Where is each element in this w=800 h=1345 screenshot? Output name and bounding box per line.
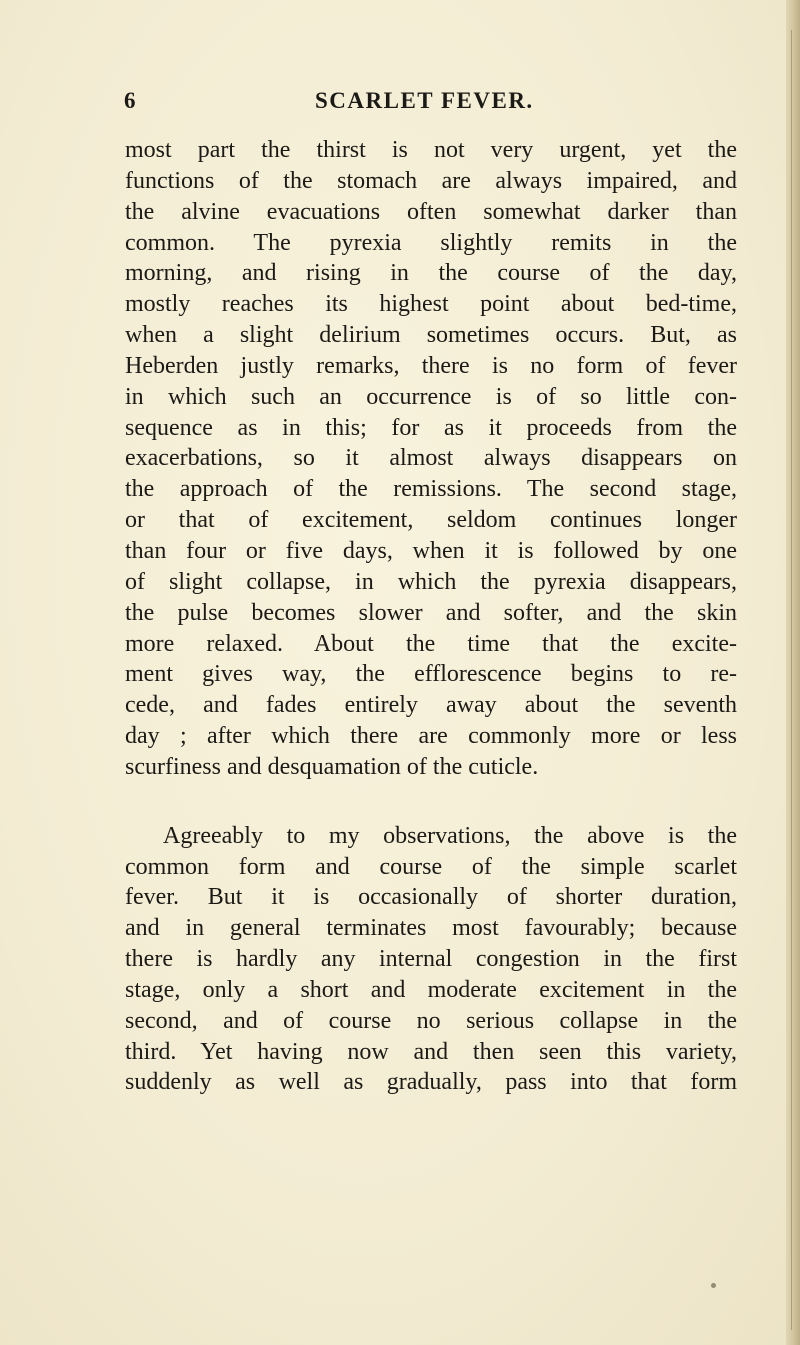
text-line: sequence as in this; for as it proceeds from the bbox=[125, 414, 737, 441]
text-line: common. The pyrexia slightly remits in the bbox=[125, 229, 737, 256]
text-line: exacerbations, so it almost always disappears on bbox=[125, 445, 737, 472]
text-line: morning, and rising in the course of the day, bbox=[125, 260, 737, 287]
text-line: of slight collapse, in which the pyrexia disappears, bbox=[125, 568, 737, 595]
text-line: common form and course of the simple scarlet bbox=[125, 853, 737, 880]
paragraph-1 bbox=[125, 135, 737, 783]
page-edge bbox=[786, 0, 800, 1345]
text-line: third. Yet having now and then seen this variety, bbox=[125, 1038, 737, 1065]
running-head: SCARLET FEVER. bbox=[315, 88, 534, 113]
page-header bbox=[120, 88, 720, 124]
text-line: second, and of course no serious collapse in the bbox=[125, 1007, 737, 1034]
text-line: suddenly as well as gradually, pass into that form bbox=[125, 1069, 737, 1096]
body-text bbox=[125, 135, 737, 1098]
page-edge-line bbox=[791, 30, 792, 1330]
text-line: the pulse becomes slower and softer, and the skin bbox=[125, 599, 737, 626]
text-line: the approach of the remissions. The second stage, bbox=[125, 476, 737, 503]
text-line: than four or five days, when it is followed by one bbox=[125, 537, 737, 564]
text-line: fever. But it is occasionally of shorter duration, bbox=[125, 884, 737, 911]
text-line: scurfiness and desquamation of the cuticle. bbox=[125, 753, 539, 780]
text-line: stage, only a short and moderate excitement in the bbox=[125, 976, 737, 1003]
text-line: the alvine evacuations often somewhat darker than bbox=[125, 198, 737, 225]
text-line: and in general terminates most favourably; because bbox=[125, 915, 737, 942]
ink-speck bbox=[711, 1283, 716, 1288]
text-line: functions of the stomach are always impaired, and bbox=[125, 167, 737, 194]
text-line: in which such an occurrence is of so little con- bbox=[125, 383, 737, 410]
text-line: or that of excitement, seldom continues longer bbox=[125, 507, 737, 534]
page-number: 6 bbox=[124, 88, 137, 113]
text-line: Heberden justly remarks, there is no form of fever bbox=[125, 352, 737, 379]
text-line: when a slight delirium sometimes occurs. But, as bbox=[125, 322, 737, 349]
text-line: ment gives way, the efflorescence begins to re- bbox=[125, 661, 737, 688]
text-line: there is hardly any internal congestion in the first bbox=[125, 946, 737, 973]
text-line: more relaxed. About the time that the excite- bbox=[125, 630, 737, 657]
text-line: cede, and fades entirely away about the seventh bbox=[125, 692, 737, 719]
text-line: most part the thirst is not very urgent, yet the bbox=[125, 137, 737, 163]
text-line: day ; after which there are commonly more or less bbox=[125, 723, 737, 750]
text-line: Agreeably to my observations, the above is the bbox=[163, 822, 737, 849]
paragraph-gap bbox=[125, 783, 737, 821]
paragraph-2 bbox=[125, 821, 737, 1099]
text-line: mostly reaches its highest point about bed-time, bbox=[125, 291, 737, 318]
